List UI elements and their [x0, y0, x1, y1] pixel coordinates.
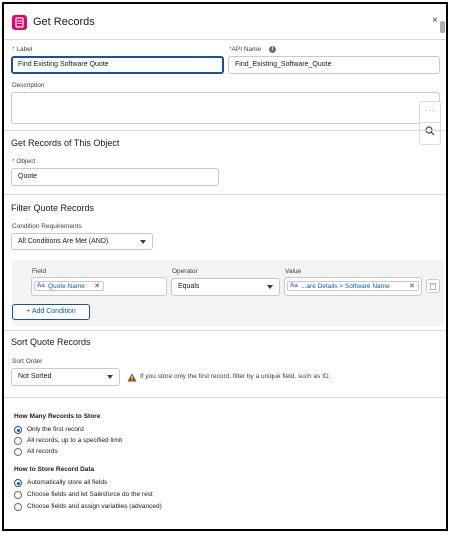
operator-select[interactable] [171, 278, 280, 296]
close-button[interactable]: × [432, 15, 438, 26]
divider [4, 194, 446, 195]
side-toolbar [419, 101, 441, 145]
sort-order-select[interactable] [11, 368, 120, 386]
operator-column-header: Operator [172, 268, 198, 275]
store-records-title: How Many Records to Store [14, 413, 101, 420]
value-pill-label: ...are Details > Software Name [301, 283, 390, 290]
label-field-label: * Label [12, 46, 33, 53]
radio-button[interactable] [14, 437, 22, 445]
condition-requirements-select[interactable] [11, 233, 153, 250]
description-label: Description [12, 82, 45, 89]
radio-button[interactable] [14, 448, 22, 456]
radio-label: Only the first record [27, 426, 84, 433]
text-field-icon: Aa [37, 283, 45, 289]
value-column-header: Value [285, 268, 302, 275]
condition-requirements-label: Condition Requirements [12, 223, 82, 230]
radio-button[interactable] [14, 503, 22, 511]
get-records-icon [12, 15, 27, 30]
remove-value-icon[interactable]: ✕ [409, 283, 415, 290]
condition-requirements-value: All Conditions Are Met (AND) [18, 238, 109, 245]
search-icon[interactable] [425, 126, 435, 136]
sort-order-label: Sort Order [12, 358, 43, 365]
sort-order-value: Not Sorted [18, 373, 52, 380]
divider [4, 130, 446, 131]
store-data-title: How to Store Record Data [14, 466, 95, 473]
label-input[interactable]: Find Existing Software Quote [11, 56, 224, 74]
more-dots[interactable]: .... [426, 107, 437, 113]
warning-icon [127, 373, 137, 382]
sort-warning-text: If you store only the first record, filter by a unique field, such as ID. [140, 373, 331, 380]
field-input[interactable] [31, 277, 167, 296]
text-field-icon: Aa [290, 283, 298, 289]
info-icon[interactable]: i [269, 46, 276, 53]
object-section-title: Get Records of This Object [11, 138, 120, 148]
remove-field-icon[interactable]: ✕ [94, 283, 100, 290]
toolbar-divider [420, 122, 440, 123]
divider [4, 397, 446, 398]
frame-edge [2, 518, 4, 531]
field-column-header: Field [32, 268, 47, 275]
radio-label: All records, up to a specified limit [27, 437, 123, 444]
field-pill-label: Quote Name [48, 283, 85, 290]
radio-button[interactable] [14, 479, 22, 487]
api-name-input[interactable]: Find_Existing_Software_Quote [228, 56, 440, 74]
radio-label: Automatically store all fields [27, 479, 108, 486]
api-name-label: *API Name [229, 46, 262, 53]
radio-label: Choose fields and let Salesforce do the rest [27, 491, 153, 498]
field-pill[interactable] [34, 281, 104, 291]
filter-section-title: Filter Quote Records [11, 203, 95, 213]
add-condition-button[interactable]: + Add Condition [12, 304, 90, 320]
value-input[interactable] [284, 277, 422, 296]
object-label: * Object [12, 158, 36, 165]
chevron-down-icon [107, 375, 113, 379]
value-pill[interactable] [287, 281, 419, 291]
radio-button[interactable] [14, 426, 22, 434]
sort-section-title: Sort Quote Records [11, 337, 91, 347]
object-input[interactable]: Quote [11, 168, 219, 186]
delete-condition-button[interactable] [426, 279, 440, 293]
modal-title: Get Records [33, 16, 95, 28]
description-textarea[interactable] [11, 92, 440, 124]
radio-button[interactable] [14, 491, 22, 499]
chevron-down-icon [140, 240, 146, 244]
chevron-down-icon [267, 285, 273, 289]
radio-label: All records [27, 448, 58, 455]
trash-icon [427, 280, 439, 292]
scrollbar-thumb[interactable] [440, 21, 445, 33]
divider [4, 330, 446, 331]
operator-value: Equals [178, 283, 200, 290]
radio-label: Choose fields and assign variables (advanced) [27, 503, 162, 510]
